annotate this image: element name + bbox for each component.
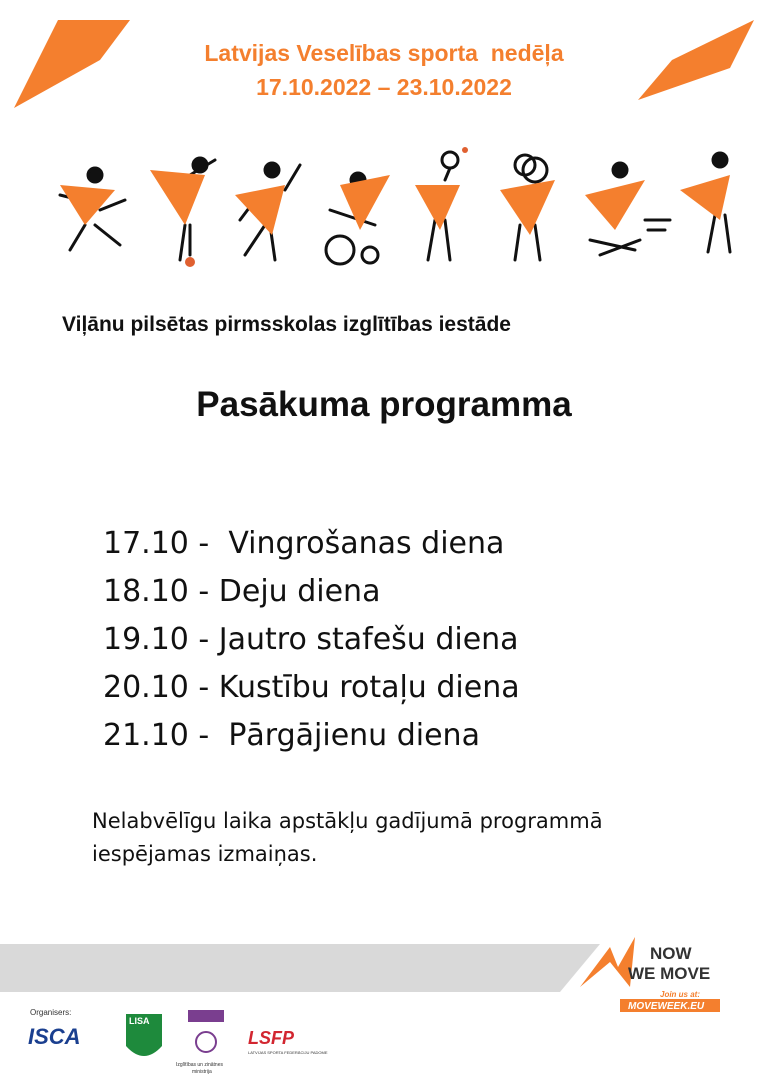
lisa-logo xyxy=(126,1014,162,1056)
nwm-line1: NOW xyxy=(650,944,692,963)
organisers-label: Organisers: xyxy=(30,1008,72,1017)
stick-figure-icon xyxy=(680,153,730,252)
sport-figures-strip xyxy=(40,140,740,275)
weather-note-line2: iespējamas izmaiņas. xyxy=(92,842,318,866)
event-title xyxy=(0,36,768,104)
skier-icon xyxy=(585,163,670,255)
schedule-item: 17.10 - Vingrošanas diena xyxy=(103,526,505,561)
join-url: MOVEWEEK.EU xyxy=(628,1001,705,1012)
svg-text:LISA: LISA xyxy=(129,1016,150,1026)
racket-player-icon xyxy=(415,147,468,260)
dancer-icon xyxy=(235,163,300,260)
now-we-move-logo xyxy=(580,937,740,1017)
program-title: Pasākuma programma xyxy=(196,385,572,424)
institution-name: Viļānu pilsētas pirmsskolas izglītības iestāde xyxy=(62,313,511,336)
lsfp-logo xyxy=(248,1028,328,1055)
ministry-logo xyxy=(176,1010,224,1075)
svg-text:LSFP: LSFP xyxy=(248,1028,295,1048)
organiser-logos xyxy=(26,1010,346,1084)
footer-gray-band xyxy=(0,944,600,992)
join-label: Join us at: xyxy=(660,990,701,999)
schedule-item: 20.10 - Kustību rotaļu diena xyxy=(103,670,520,705)
event-dates: 17.10.2022 – 23.10.2022 xyxy=(256,74,512,100)
runner-icon xyxy=(60,168,125,250)
nwm-line2: WE MOVE xyxy=(628,964,711,983)
schedule-item: 18.10 - Deju diena xyxy=(103,574,381,609)
event-title-line1: Latvijas Veselības sporta nedēļa xyxy=(204,40,564,66)
schedule-item: 19.10 - Jautro stafešu diena xyxy=(103,622,519,657)
weather-note-line1: Nelabvēlīgu laika apstākļu gadījumā programmā xyxy=(92,809,603,833)
svg-text:LATVIJAS SPORTA FEDERĀCIJU PAD: LATVIJAS SPORTA FEDERĀCIJU PADOME xyxy=(248,1050,328,1055)
isca-logo: ISCA xyxy=(28,1024,81,1049)
footballer-icon xyxy=(150,158,215,267)
weather-note xyxy=(92,805,603,871)
schedule-list xyxy=(103,520,520,760)
svg-text:ministrija: ministrija xyxy=(192,1069,212,1075)
svg-text:Izglītības un zinātnes: Izglītības un zinātnes xyxy=(176,1062,223,1068)
juggler-icon xyxy=(500,155,555,260)
wheelchair-athlete-icon xyxy=(326,173,390,264)
schedule-item: 21.10 - Pārgājienu diena xyxy=(103,718,480,753)
